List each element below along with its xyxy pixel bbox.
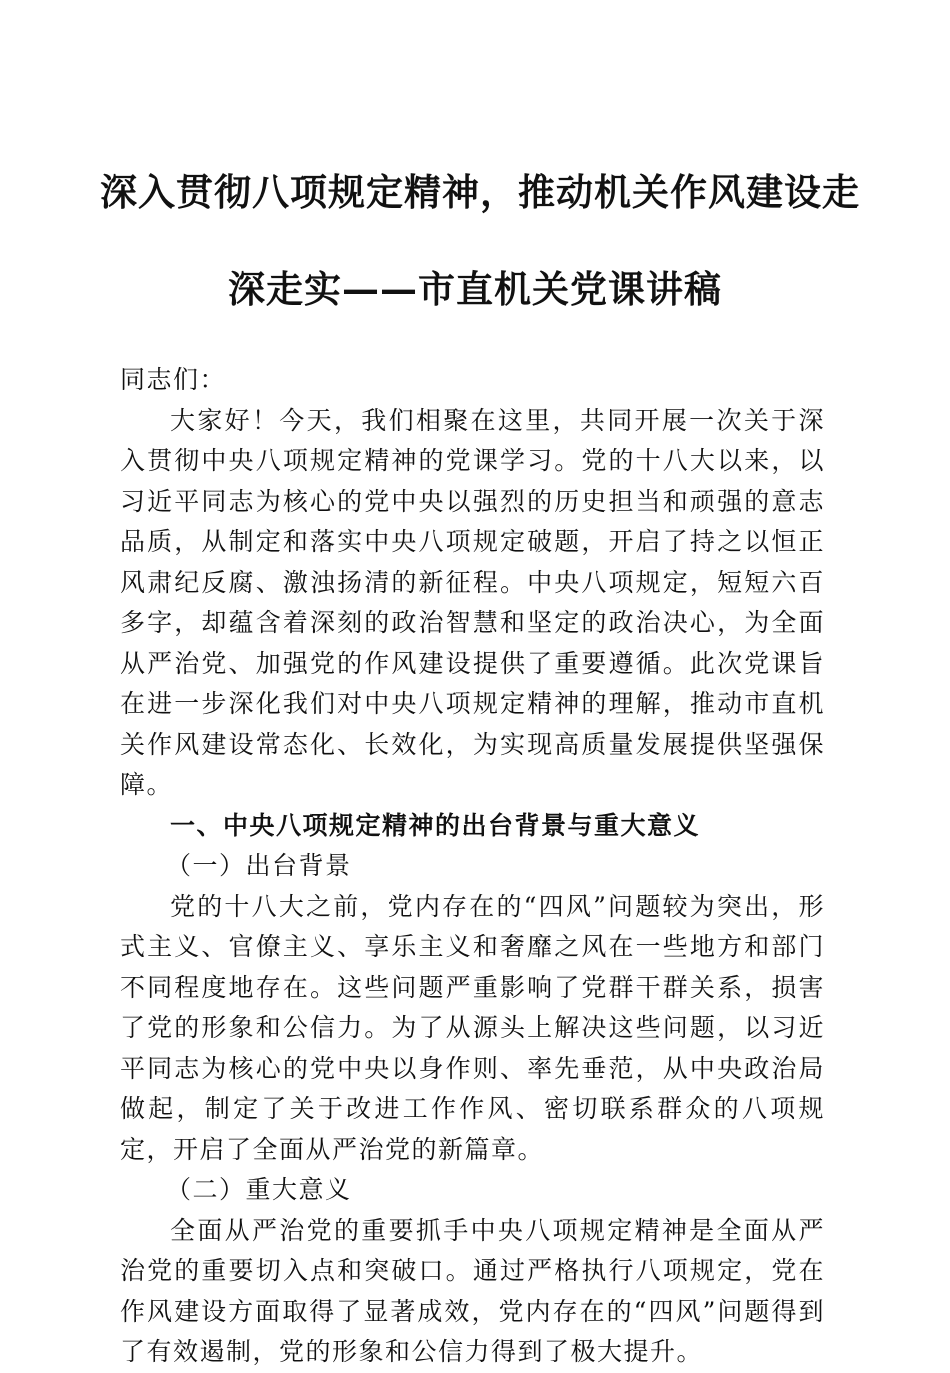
section-heading-1: 一、中央八项规定精神的出台背景与重大意义 bbox=[170, 810, 701, 840]
subsection-heading-background: （一）出台背景 bbox=[166, 851, 352, 880]
document-title-line-2: 深走实——市直机关党课讲稿 bbox=[228, 267, 722, 311]
significance-paragraph: 全面从严治党的重要抓手中央八项规定精神是全面从严治党的重要切入点和突破口。通过严格执行八项规定，党在作风建设方面取得了显著成效，党内存在的“四风”问题得到了有效遏制，党的形象和公信力得到了极大提升。 bbox=[120, 1215, 825, 1366]
salutation: 同志们： bbox=[120, 365, 227, 394]
document-title-line-1: 深入贯彻八项规定精神，推动机关作风建设走 bbox=[100, 170, 860, 214]
background-paragraph: 党的十八大之前，党内存在的“四风”问题较为突出，形式主义、官僚主义、享乐主义和奢靡之风在一些地方和部门不同程度地存在。这些问题严重影响了党群干群关系，损害了党的形象和公信力。为了从源头上解决这些问题，以习近平同志为核心的党中央以身作则、率先垂范，从中央政治局做起，制定了关于改进工作作风、密切联系群众的八项规定，开启了全面从严治党的新篇章。 bbox=[120, 891, 825, 1164]
subsection-heading-significance: （二）重大意义 bbox=[166, 1175, 352, 1204]
document-body bbox=[120, 360, 825, 1373]
intro-paragraph: 大家好！今天，我们相聚在这里，共同开展一次关于深入贯彻中央八项规定精神的党课学习。党的十八大以来，以习近平同志为核心的党中央以强烈的历史担当和顽强的意志品质，从制定和落实中央八项规定破题，开启了持之以恒正风肃纪反腐、激浊扬清的新征程。中央八项规定，短短六百多字，却蕴含着深刻的政治智慧和坚定的政治决心，为全面从严治党、加强党的作风建设提供了重要遵循。此次党课旨在进一步深化我们对中央八项规定精神的理解，推动市直机关作风建设常态化、长效化，为实现高质量发展提供坚强保障。 bbox=[120, 405, 825, 799]
